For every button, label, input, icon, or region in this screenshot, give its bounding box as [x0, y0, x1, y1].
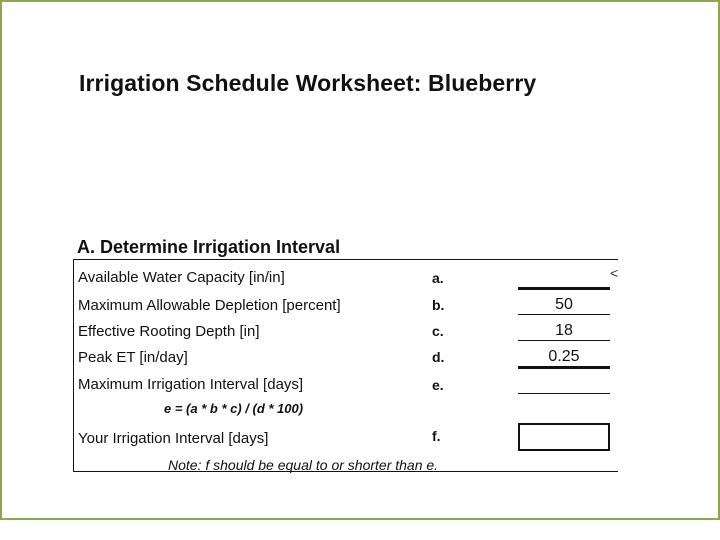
your-irrigation-interval-box[interactable]	[518, 423, 610, 451]
row-label-max-irrigation-interval: Maximum Irrigation Interval [days]	[78, 376, 304, 393]
row-letter-d: d.	[432, 349, 445, 365]
underline-d	[518, 366, 610, 369]
row-label-available-water-capacity: Available Water Capacity [in/in]	[78, 269, 285, 286]
row-label-your-irrigation-interval: Your Irrigation Interval [days]	[78, 430, 269, 447]
value-max-allowable-depletion[interactable]: 50	[555, 296, 573, 313]
edge-mark: <	[610, 265, 619, 281]
worksheet-title: Irrigation Schedule Worksheet: Blueberry	[79, 70, 537, 96]
row-letter-b: b.	[432, 297, 445, 313]
row-label-peak-et: Peak ET [in/day]	[78, 349, 188, 366]
worksheet-note: Note: f should be equal to or shorter than e.	[168, 457, 439, 473]
row-letter-c: c.	[432, 323, 444, 339]
underline-c	[518, 340, 610, 341]
underline-a	[518, 287, 610, 290]
value-effective-rooting-depth[interactable]: 18	[555, 322, 573, 339]
worksheet-table	[73, 259, 618, 472]
underline-b	[518, 314, 610, 315]
interval-formula: e = (a * b * c) / (d * 100)	[164, 401, 304, 416]
row-letter-a: a.	[432, 270, 444, 286]
slide-border-top	[0, 0, 720, 2]
section-title: A. Determine Irrigation Interval	[77, 237, 341, 257]
slide-border-left	[0, 0, 2, 520]
slide-border-bottom	[0, 518, 720, 520]
underline-e	[518, 393, 610, 394]
value-peak-et[interactable]: 0.25	[548, 348, 580, 365]
row-label-effective-rooting-depth: Effective Rooting Depth [in]	[78, 323, 260, 340]
row-letter-e: e.	[432, 377, 444, 393]
row-label-max-allowable-depletion: Maximum Allowable Depletion [percent]	[78, 297, 341, 314]
row-letter-f: f.	[432, 428, 441, 444]
